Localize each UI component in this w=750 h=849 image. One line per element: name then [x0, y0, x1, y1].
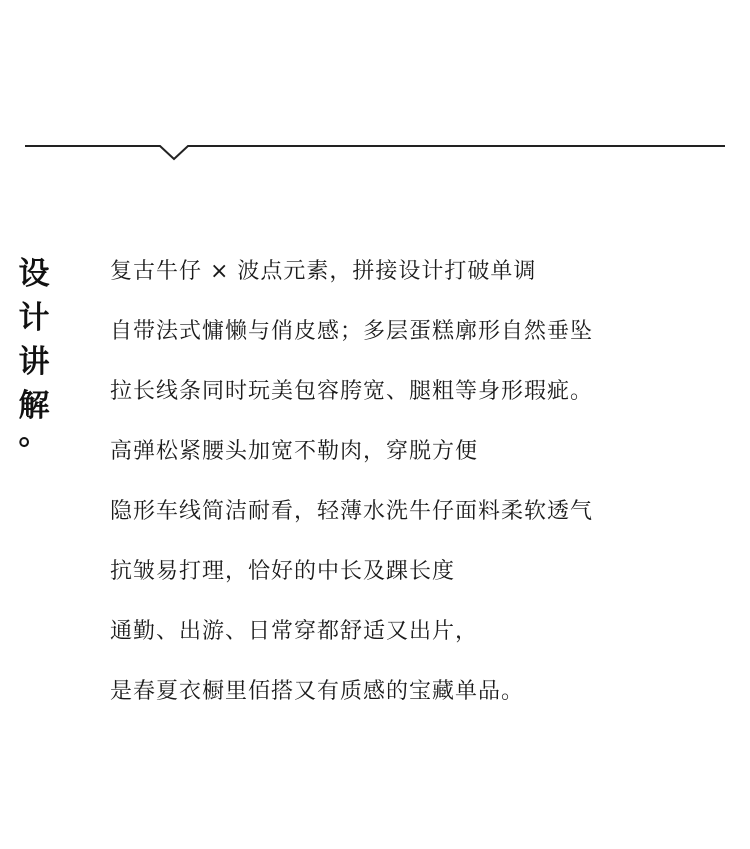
divider-line [25, 146, 725, 159]
description-line: 是春夏衣橱里佰搭又有质感的宝藏单品。 [110, 679, 525, 704]
section-title-vertical [14, 252, 54, 452]
description-line: 隐形车线简洁耐看，轻薄水洗牛仔面料柔软透气 [110, 499, 594, 524]
description-line: 复古牛仔 × 波点元素，拼接设计打破单调 [110, 259, 537, 284]
design-description [110, 252, 730, 732]
title-char-1: 设 [18, 256, 50, 292]
title-char-4: 解 [18, 388, 50, 424]
title-char-2: 计 [18, 300, 50, 336]
description-line: 通勤、出游、日常穿都舒适又出片， [110, 619, 479, 644]
description-line: 拉长线条同时玩美包容胯宽、腿粗等身形瑕疵。 [110, 379, 594, 404]
section-divider [0, 0, 750, 170]
description-line: 自带法式慵懒与俏皮感；多层蛋糕廓形自然垂坠 [110, 319, 594, 344]
title-period: 。 [18, 416, 50, 452]
description-line: 抗皱易打理，恰好的中长及踝长度 [110, 559, 456, 584]
description-line: 高弹松紧腰头加宽不勒肉，穿脱方便 [110, 439, 479, 464]
title-char-3: 讲 [18, 344, 50, 380]
